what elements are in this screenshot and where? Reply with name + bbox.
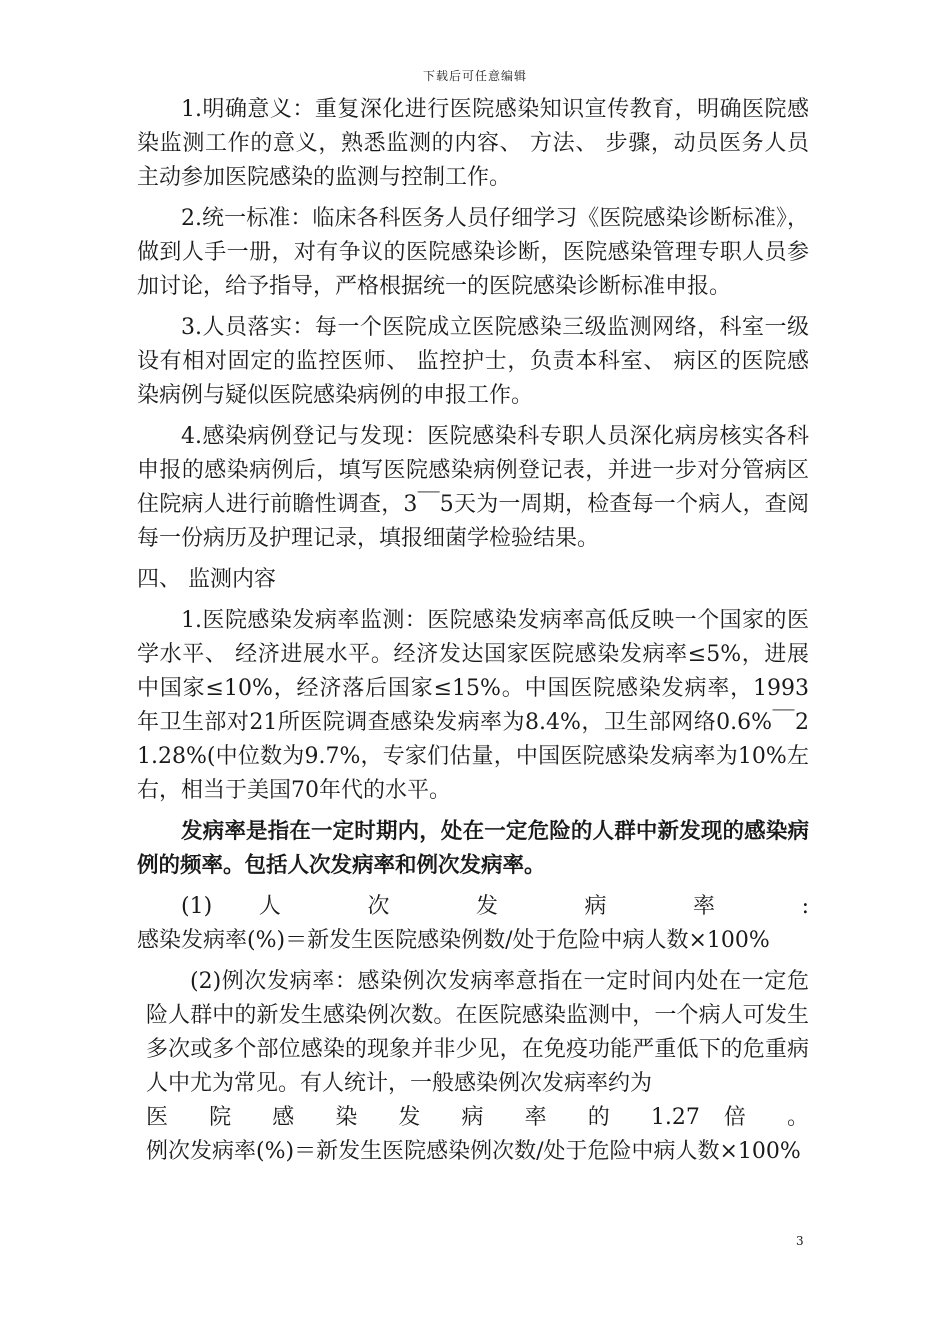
page-header: 下载后可任意编辑 bbox=[422, 69, 527, 83]
paragraph-8: (2)例次发病率：感染例次发病率意指在一定时间内处在一定危险人群中的新发生感染例次数。在医院感染监测中，一个病人可发生多次或多个部位感染的现象并非少见，在免疫功能严重低下的危重病人中尤为常见。有人统计，一般感染例次发病率约为 bbox=[146, 969, 809, 1096]
paragraph-4: 4.感染病例登记与发现：医院感染科专职人员深化病房核实各科申报的感染病例后，填写医院感染病例登记表，并进一步对分管病区住院病人进行前瞻性调查，3￣5天为一周期，检查每一个病人，查阅每一份病历及护理记录，填报细菌学检验结果。 bbox=[137, 424, 809, 551]
document-body bbox=[137, 93, 809, 1176]
paragraph-2: 2.统一标准：临床各科医务人员仔细学习《医院感染诊断标准》，做到人手一册，对有争议的医院感染诊断，医院感染管理专职人员参加讨论，给予指导，严格根据统一的医院感染诊断标准申报。 bbox=[137, 206, 809, 299]
paragraph-5: 1.医院感染发病率监测：医院感染发病率高低反映一个国家的医学水平、 经济进展水平。经济发达国家医院感染发病率≤5%，进展中国家≤10%，经济落后国家≤15%。中国医院感染发病率，1993年卫生部对21所医院调查感染发病率为8.4%，卫生部网络0.6%￣21.28%(中位数为9.7%，专家们估量，中国医院感染发病率为10%左右，相当于美国70年代的水平。 bbox=[137, 608, 809, 803]
formula-1: 感染发病率(%)＝新发生医院感染例数/处于危险中病人数×100% bbox=[137, 928, 770, 953]
paragraph-8-spread: 医 院 感 染 发 病 率 的 1.27 倍 。 bbox=[146, 1105, 809, 1130]
paragraph-3: 3.人员落实：每一个医院成立医院感染三级监测网络，科室一级设有相对固定的监控医师、 监控护士，负责本科室、 病区的医院感染病例与疑似医院感染病例的申报工作。 bbox=[137, 315, 809, 408]
section-heading: 四、 监测内容 bbox=[137, 567, 276, 592]
paragraph-1: 1.明确意义：重复深化进行医院感染知识宣传教育，明确医院感染监测工作的意义，熟悉监测的内容、 方法、 步骤，动员医务人员主动参加医院感染的监测与控制工作。 bbox=[137, 97, 809, 190]
definition-paragraph: 发病率是指在一定时期内，处在一定危险的人群中新发现的感染病例的频率。包括人次发病率和例次发病率。 bbox=[137, 819, 809, 878]
page-number: 3 bbox=[796, 1234, 804, 1248]
formula-1-label: (1) 人 次 发 病 率 : bbox=[181, 894, 809, 919]
formula-2: 例次发病率(%)＝新发生医院感染例次数/处于危险中病人数×100% bbox=[146, 1139, 801, 1164]
